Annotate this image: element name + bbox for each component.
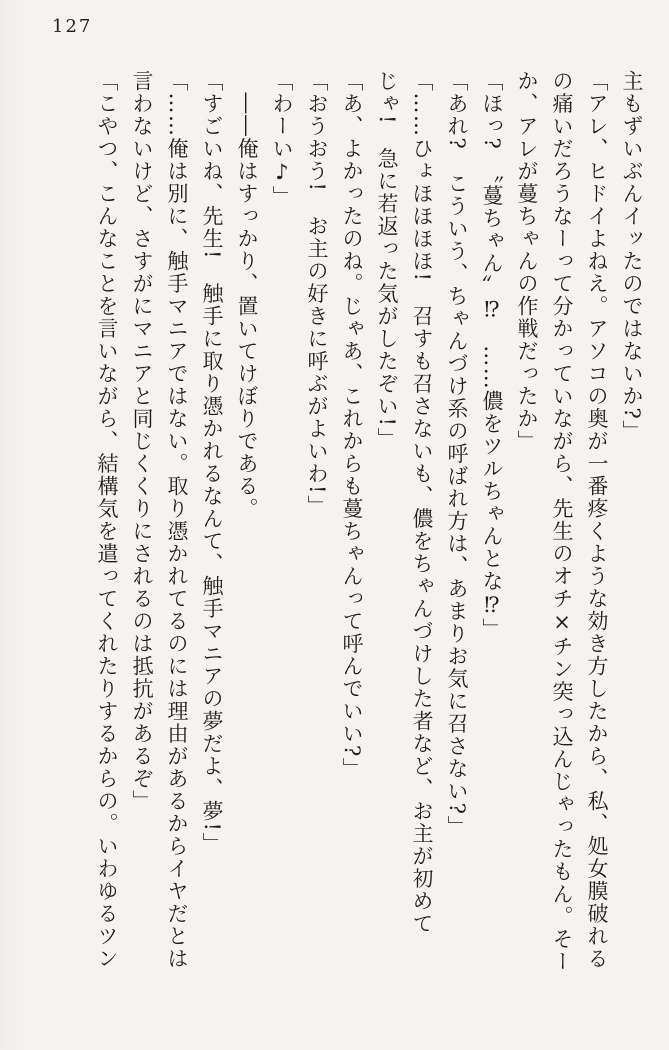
text-line: 「……俺は別に、触手マニアではない。取り憑かれてるのには理由があるからイヤだとは	[165, 70, 189, 970]
page-number: 127	[52, 16, 93, 37]
text-line: 「わーい♪」	[270, 70, 294, 208]
text-line: じゃ! 急に若返った気がしたぞい!」	[375, 70, 399, 450]
text-line: の痛いだろうなーって分かっていながら、先生のオチ×チン突っ込んじゃったもん。そー	[550, 70, 574, 973]
text-line: か、アレが蔓ちゃんの作戦だったか」	[515, 70, 539, 453]
text-line: 「あれ? こういう、ちゃんづけ系の呼ばれ方は、あまりお気に召さない?」	[445, 70, 469, 839]
text-line: 主もずいぶんイッたのではないか?」	[620, 70, 644, 443]
text-line: 言わないけど、さすがにマニアと同じくくりにされるのは抵抗があるぞ」	[130, 70, 154, 813]
text-line: 「アレ、ヒドイよねえ。アソコの奥が一番疼くような効き方したから、私、処女膜破れる	[585, 70, 609, 970]
text-line: 「……ひょほほほほ! 召すも召さないも、儂をちゃんづけした者など、お主が初めて	[410, 70, 434, 935]
text-line: ――俺はすっかり、置いてけぼりである。	[235, 70, 259, 520]
text-line: 「おうおう! お主の好きに呼ぶがよいわ!」	[305, 70, 329, 518]
text-line: 「ほっ? 〝蔓ちゃん〟⁉ ……儂をツルちゃんとな⁉」	[480, 70, 504, 641]
text-line: 「すごいね、先生! 触手に取り憑かれるなんて、触手マニアの夢だよ、夢!」	[200, 70, 224, 855]
text-line: 「こやつ、こんなことを言いながら、結構気を遣ってくれたりするからの。いわゆるツン	[95, 70, 119, 970]
text-line: 「あ、よかったのね。じゃあ、これからも蔓ちゃんって呼んでいい?」	[340, 70, 364, 781]
vertical-text-block	[89, 70, 649, 1010]
